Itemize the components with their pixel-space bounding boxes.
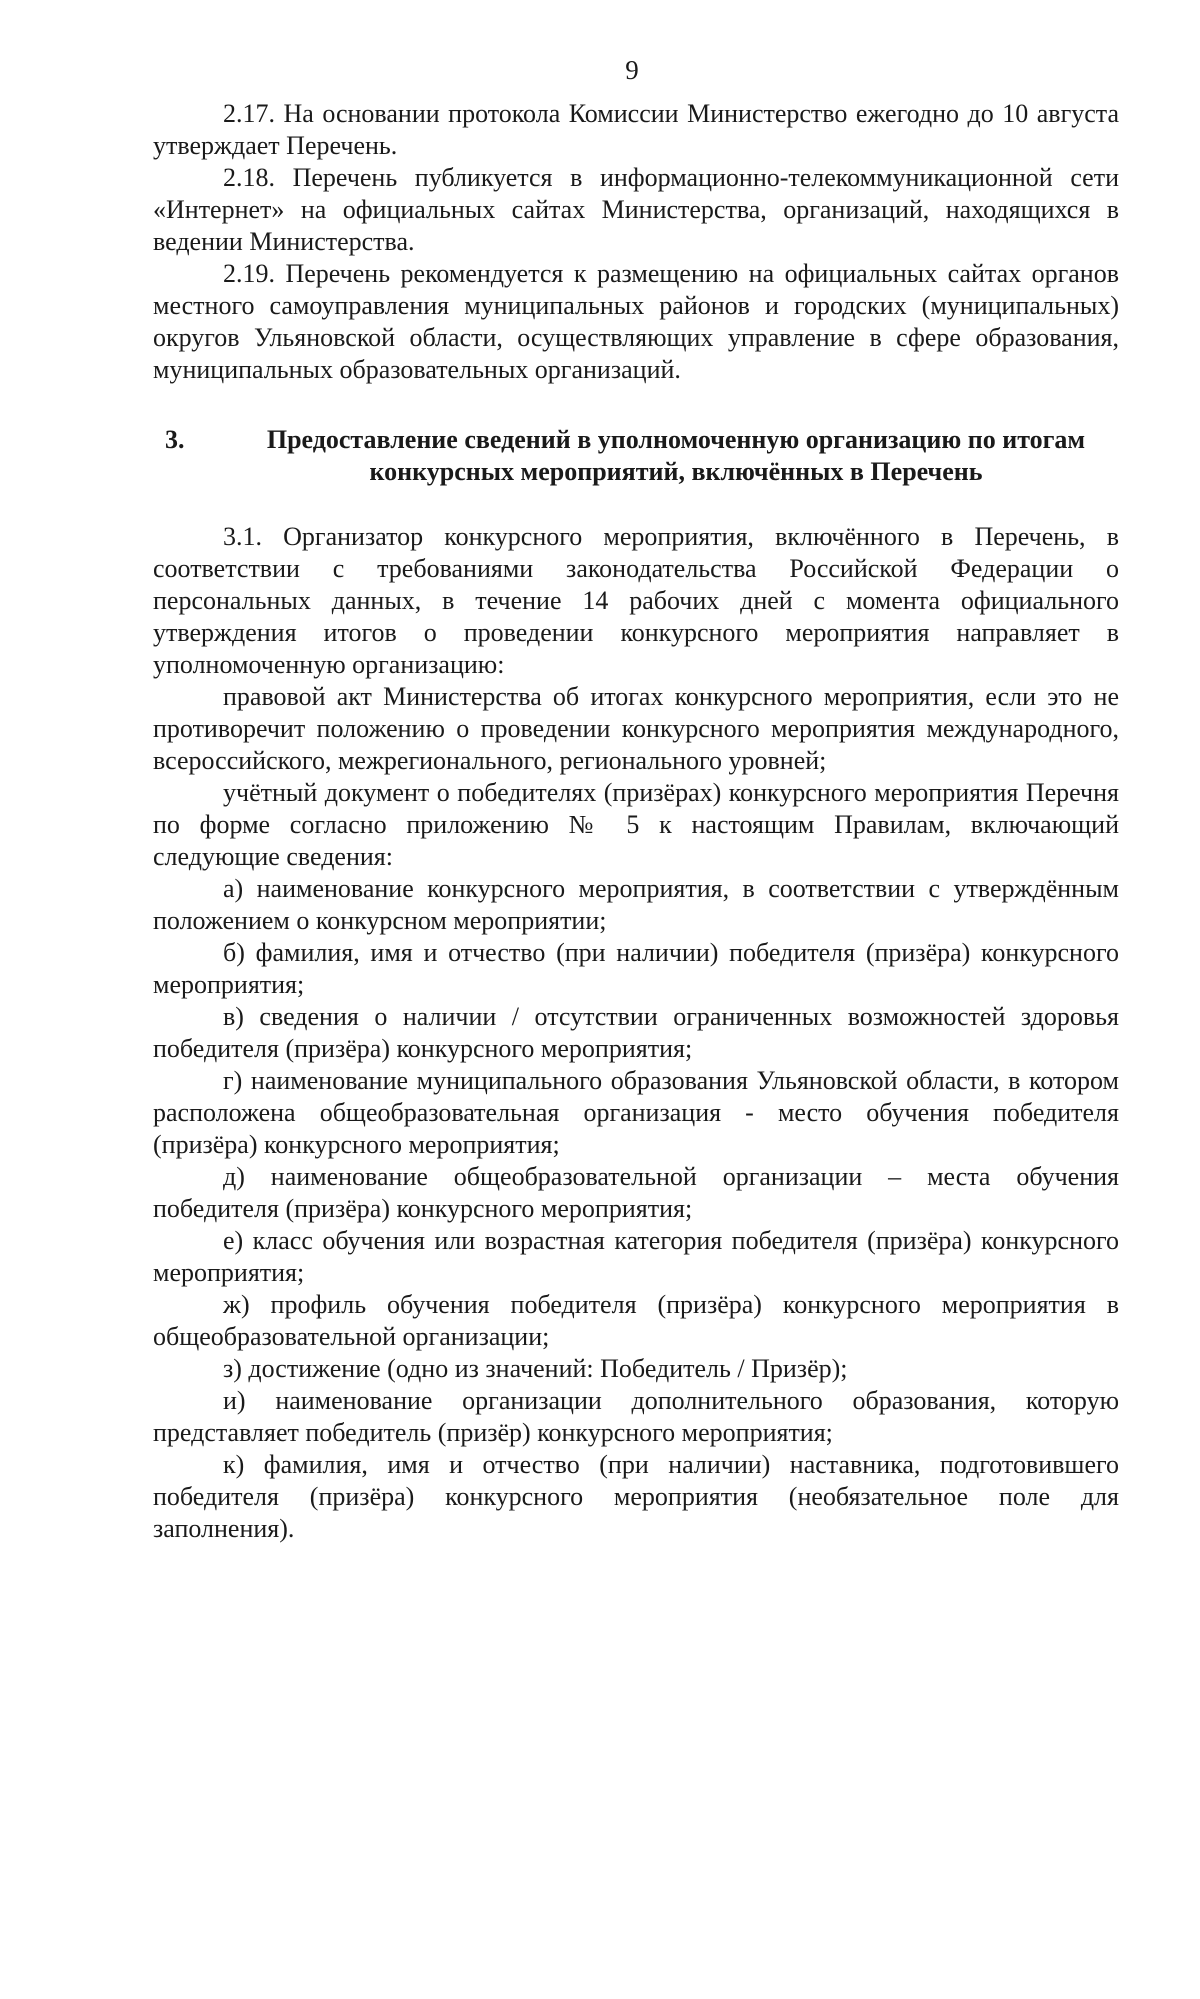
paragraph-legal-act: правовой акт Министерства об итогах конкурсного мероприятия, если это не противоречит положению о проведении конкурсного мероприятия международного, всероссийского, межрегионального, регионального уровней; bbox=[153, 682, 1119, 775]
list-item-z: з) достижение (одно из значений: Победитель / Призёр); bbox=[223, 1354, 848, 1383]
list-item-a: а) наименование конкурсного мероприятия, в соответствии с утверждённым положением о конкурсном мероприятии; bbox=[153, 874, 1119, 935]
page-number: 9 bbox=[625, 55, 639, 85]
section-heading bbox=[153, 424, 1119, 488]
list-item-k: к) фамилия, имя и отчество (при наличии) наставника, подготовившего победителя (призёра) конкурсного мероприятия (необязательное поле для заполнения). bbox=[153, 1450, 1119, 1543]
list-item-b: б) фамилия, имя и отчество (при наличии) победителя (призёра) конкурсного мероприятия; bbox=[153, 938, 1119, 999]
paragraph-accounting-document: учётный документ о победителях (призёрах) конкурсного мероприятия Перечня по форме согласно приложению № 5 к настоящим Правилам, включающий следующие сведения: bbox=[153, 778, 1119, 871]
section-title: Предоставление сведений в уполномоченную организацию по итогам конкурсных мероприятий, включённых в Перечень bbox=[266, 425, 1086, 486]
paragraph-2-18: 2.18. Перечень публикуется в информационно-телекоммуникационной сети «Интернет» на официальных сайтах Министерства, организаций, находящихся в ведении Министерства. bbox=[153, 163, 1119, 256]
list-item-zh: ж) профиль обучения победителя (призёра) конкурсного мероприятия в общеобразовательной организации; bbox=[153, 1290, 1119, 1351]
list-item-g: г) наименование муниципального образования Ульяновской области, в котором расположена общеобразовательная организация - место обучения победителя (призёра) конкурсного мероприятия; bbox=[153, 1066, 1119, 1159]
section-number: 3. bbox=[165, 425, 185, 454]
paragraph-3-1: 3.1. Организатор конкурсного мероприятия, включённого в Перечень, в соответствии с требованиями законодательства Российской Федерации о персональных данных, в течение 14 рабочих дней с момента официального утверждения итогов о проведении конкурсного мероприятия направляет в уполномоченную организацию: bbox=[153, 522, 1119, 679]
list-item-e: е) класс обучения или возрастная категория победителя (призёра) конкурсного мероприятия; bbox=[153, 1226, 1119, 1287]
document-body bbox=[153, 98, 1119, 1545]
list-item-v: в) сведения о наличии / отсутствии ограниченных возможностей здоровья победителя (призёра) конкурсного мероприятия; bbox=[153, 1002, 1119, 1063]
paragraph-2-19: 2.19. Перечень рекомендуется к размещению на официальных сайтах органов местного самоуправления муниципальных районов и городских (муниципальных) округов Ульяновской области, осуществляющих управление в сфере образования, муниципальных образовательных организаций. bbox=[153, 259, 1119, 384]
list-item-i: и) наименование организации дополнительного образования, которую представляет победитель (призёр) конкурсного мероприятия; bbox=[153, 1386, 1119, 1447]
list-item-d: д) наименование общеобразовательной организации – места обучения победителя (призёра) конкурсного мероприятия; bbox=[153, 1162, 1119, 1223]
paragraph-2-17: 2.17. На основании протокола Комиссии Министерство ежегодно до 10 августа утверждает Перечень. bbox=[153, 99, 1119, 160]
